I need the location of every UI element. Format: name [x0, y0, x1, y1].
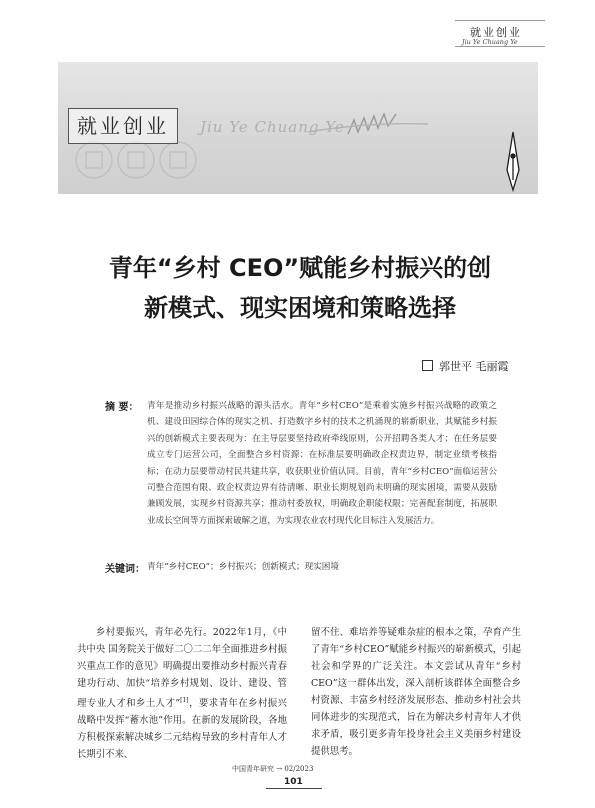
- coin-icon: [160, 142, 196, 178]
- authors: [422, 358, 509, 374]
- coin-icon: [76, 142, 112, 178]
- article-title: [60, 248, 540, 328]
- footer-journal: 中国青年研究 → 02/2023: [232, 765, 314, 773]
- header-rule-bottom: [455, 46, 545, 47]
- footer-rule: [266, 788, 322, 789]
- square-icon: [422, 360, 433, 371]
- keywords-text: 青年“乡村CEO”；乡村振兴；创新模式；现实困境: [147, 562, 339, 572]
- abstract-label: 摘 要：: [105, 402, 139, 413]
- body-text: 乡村要振兴，青年必先行。2022年1月，《中共中央 国务院关于做好二〇二二年全面推进乡村振兴重点工作的意见》明确提出要推动乡村振兴青春建功行动、加快“培养乡村规划、设计、建设、管理专业人才和乡土人才”: [77, 627, 287, 710]
- page-number: 101: [284, 777, 303, 787]
- abstract-text: 青年是推动乡村振兴战略的源头活水。青年“乡村CEO”是乘着实施乡村振兴战略的政策之机、建设田园综合体的现实之机、打造数字乡村的技术之机涌现的崭新职业，其赋能乡村振兴的创新模式主要表现为：在主导层要坚持政府牵线原则，公开招聘各类人才；在任务层要成立专门运营公司，全面整合乡村资源；在标准层要明确政企权责边界，制定业绩考核指标；在动力层要带动村民共建共享，收获职业价值认同。目前，青年“乡村CEO”面临运营公司整合范围有限、政企权责边界有待清晰、职业长期规划尚未明确的现实困境，需要从鼓励兼顾发展，实现乡村资源共享；推动村委放权，明确政企职能权限；完善配套制度，拓展职业成长空间等方面探索破解之道，为实现农业农村现代化目标注入发展活力。: [147, 401, 497, 526]
- section-label: 就业创业: [470, 26, 522, 39]
- banner-pinyin: Jiu Ye Chuang Ye: [200, 118, 345, 136]
- banner-title: 就业创业: [77, 114, 169, 138]
- body-column-left: [77, 624, 287, 763]
- article-title-line-1: 青年“乡村 CEO”赋能乡村振兴的创: [108, 254, 492, 282]
- ancient-coin-icons: [76, 142, 196, 178]
- keywords-label: 关键词：: [105, 564, 145, 575]
- article-title-line-2: 新模式、现实困境和策略选择: [144, 294, 456, 322]
- author-names: 郭世平 毛丽霞: [439, 360, 509, 373]
- coin-hole: [128, 152, 144, 168]
- coin-hole: [86, 152, 102, 168]
- body-text-continued: ，要求青年在乡村振兴战略中发挥“蓄水池”作用。在新的发展阶段，各地方积极探索解决城乡二元结构导致的乡村青年人才长期引不来、: [77, 698, 287, 761]
- header-rule-top: [455, 20, 545, 21]
- citation: [1]: [180, 697, 189, 704]
- coin-icon: [118, 142, 154, 178]
- banner-title-box: [68, 108, 178, 144]
- coin-hole: [170, 152, 186, 168]
- body-column-right: 留不住、难培养等疑难杂症的根本之策，孕育产生了青年“乡村CEO”赋能乡村振兴的崭新模式，引起社会和学界的广泛关注。本文尝试从青年“乡村CEO”这一群体出发，深入剖析该群体全面整合乡村资源、丰富乡村经济发展形态、推动乡村社会共同体进步的实现范式，旨在为解决乡村青年人才供求矛盾，吸引更多青年投身社会主义美丽乡村建设提供思考。: [311, 627, 521, 757]
- fountain-pen-icon: [507, 132, 519, 190]
- section-pinyin: Jiu Ye Chuang Ye: [462, 38, 518, 46]
